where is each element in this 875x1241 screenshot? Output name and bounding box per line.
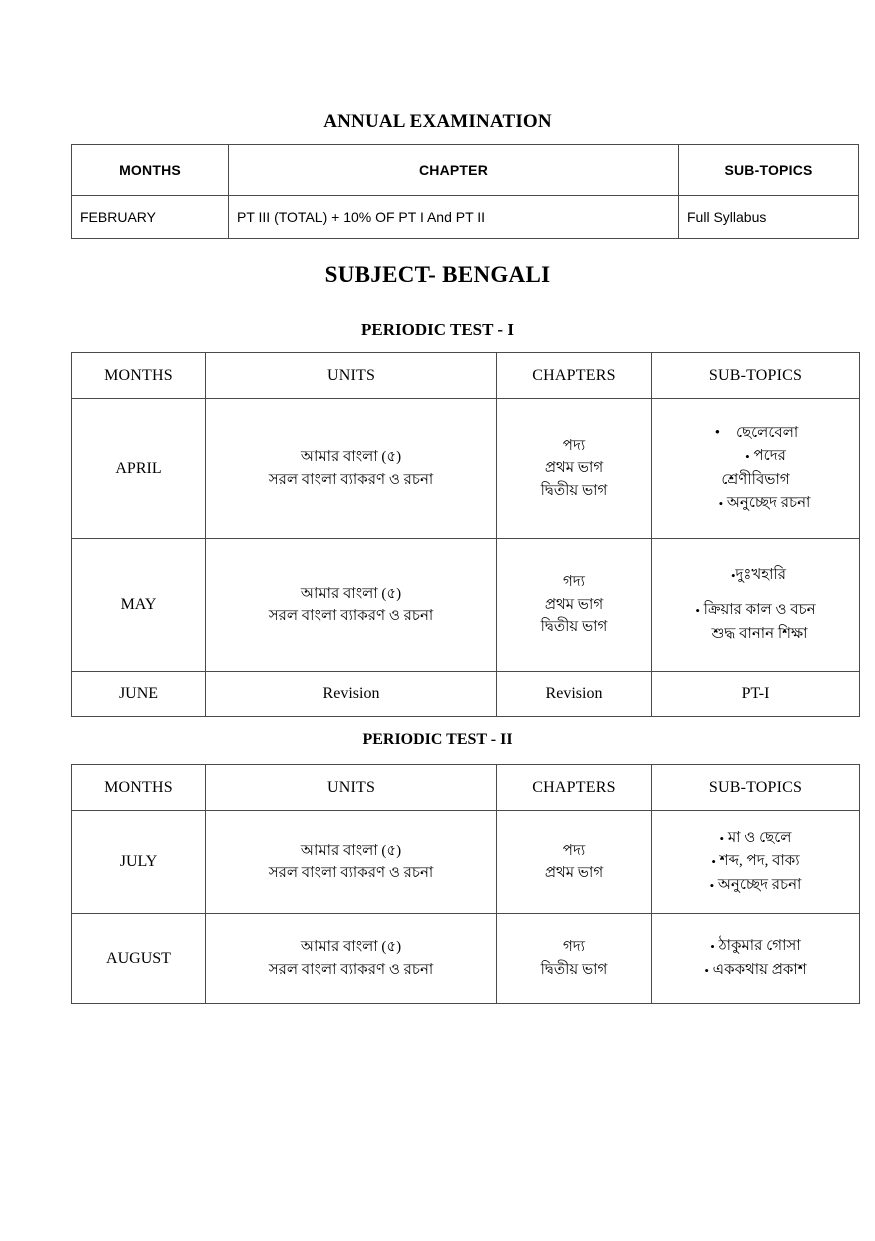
bullet-icon: • xyxy=(718,495,724,511)
sub-topic-label: ক্রিয়ার কাল ও বচন xyxy=(703,602,816,619)
cell-month: APRIL xyxy=(72,399,206,539)
sub-topic-label: এককথায় প্রকাশ xyxy=(712,961,807,978)
cell-month: MAY xyxy=(72,539,206,672)
cell-sub-topics xyxy=(652,914,860,1004)
chapter-line: পদ্য xyxy=(562,437,586,454)
annual-examination-heading: ANNUAL EXAMINATION xyxy=(323,111,552,132)
chapter-line: দ্বিতীয় ভাগ xyxy=(540,961,608,978)
list-item xyxy=(652,422,859,445)
table-row xyxy=(72,914,860,1004)
list-item xyxy=(652,599,859,622)
list-item xyxy=(652,827,859,850)
sub-topic-label: ঠাকুমার গোসা xyxy=(718,938,801,955)
unit-line: আমার বাংলা (৫) xyxy=(300,585,402,602)
column-header-units: UNITS xyxy=(206,353,497,399)
unit-line: সরল বাংলা ব্যাকরণ ও রচনা xyxy=(268,608,434,624)
cell-chapters xyxy=(497,914,652,1004)
column-header-sub-topics: SUB-TOPICS xyxy=(679,145,859,196)
sub-topic-label: ছেলেবেলা xyxy=(735,425,799,441)
table-header-row xyxy=(72,145,859,196)
chapter-line: দ্বিতীয় ভাগ xyxy=(540,482,608,499)
chapter-line: দ্বিতীয় ভাগ xyxy=(540,619,608,636)
column-header-chapters: CHAPTERS xyxy=(497,353,652,399)
chapter-line: প্রথম ভাগ xyxy=(544,865,604,881)
sub-topic-label: পদের xyxy=(753,448,786,465)
column-header-chapters: CHAPTERS xyxy=(497,765,652,811)
cell-units xyxy=(206,914,497,1004)
bullet-icon: • xyxy=(710,939,715,955)
sub-topic-label: অনুচ্ছেদ রচনা xyxy=(717,876,802,893)
sub-topic-label: অনুচ্ছেদ রচনা xyxy=(726,494,811,511)
cell-sub-topics xyxy=(652,811,860,914)
sub-topic-label: শ্রেণীবিভাগ xyxy=(721,471,790,488)
list-item xyxy=(652,850,859,873)
list-item xyxy=(652,445,859,468)
cell-chapters: Revision xyxy=(497,672,652,717)
chapter-line: প্রথম ভাগ xyxy=(544,460,604,477)
cell-sub-topics: PT-I xyxy=(652,672,860,717)
sub-topics-list xyxy=(652,564,859,646)
list-item xyxy=(652,469,859,492)
cell-sub-topics xyxy=(652,399,860,539)
cell-chapter: PT III (TOTAL) + 10% OF PT I And PT II xyxy=(229,196,679,239)
periodic-test-1-heading: PERIODIC TEST - I xyxy=(361,320,514,339)
cell-month: AUGUST xyxy=(72,914,206,1004)
chapter-line: গদ্য xyxy=(562,574,586,591)
subject-heading: SUBJECT- BENGALI xyxy=(324,262,551,287)
cell-chapters xyxy=(497,539,652,672)
cell-units xyxy=(206,399,497,539)
bullet-icon: • xyxy=(704,962,709,978)
sub-topics-list xyxy=(652,827,859,897)
cell-units xyxy=(206,811,497,914)
table-row xyxy=(72,399,860,539)
unit-line: আমার বাংলা (৫) xyxy=(300,842,402,859)
unit-line: সরল বাংলা ব্যাকরণ ও রচনা xyxy=(268,471,434,488)
unit-line: সরল বাংলা ব্যাকরণ ও রচনা xyxy=(268,961,434,978)
sub-topics-list xyxy=(652,422,859,515)
bullet-icon: • xyxy=(695,603,700,619)
bullet-icon: • xyxy=(714,425,720,442)
unit-line: আমার বাংলা (৫) xyxy=(300,449,402,465)
cell-month: JULY xyxy=(72,811,206,914)
list-item xyxy=(652,959,859,982)
cell-units xyxy=(206,539,497,672)
periodic-test-1-table xyxy=(71,352,860,717)
table-row xyxy=(72,539,860,672)
list-spacer xyxy=(652,587,859,599)
chapter-line: প্রথম ভাগ xyxy=(544,596,604,613)
table-row xyxy=(72,672,860,717)
chapter-line: পদ্য xyxy=(562,842,586,859)
bullet-icon: • xyxy=(709,877,715,893)
unit-line: সরল বাংলা ব্যাকরণ ও রচনা xyxy=(268,865,434,881)
column-header-units: UNITS xyxy=(206,765,497,811)
bullet-icon: • xyxy=(730,568,736,584)
column-header-sub-topics: SUB-TOPICS xyxy=(652,353,860,399)
unit-line: আমার বাংলা (৫) xyxy=(300,939,402,955)
chapter-line: গদ্য xyxy=(562,939,586,955)
cell-units: Revision xyxy=(206,672,497,717)
bullet-icon: • xyxy=(719,831,725,847)
list-item xyxy=(652,935,859,958)
cell-month: JUNE xyxy=(72,672,206,717)
cell-sub-topics xyxy=(652,539,860,672)
annual-examination-table xyxy=(71,144,859,239)
column-header-chapter: CHAPTER xyxy=(229,145,679,196)
sub-topics-list xyxy=(652,935,859,982)
column-header-sub-topics: SUB-TOPICS xyxy=(652,765,860,811)
periodic-test-2-heading: PERIODIC TEST - II xyxy=(362,731,513,748)
cell-month: FEBRUARY xyxy=(72,196,229,239)
table-header-row xyxy=(72,765,860,811)
table-header-row xyxy=(72,353,860,399)
cell-sub-topics: Full Syllabus xyxy=(679,196,859,239)
column-header-months: MONTHS xyxy=(72,353,206,399)
sub-topic-label: শব্দ, পদ, বাক্য xyxy=(719,853,800,870)
column-header-months: MONTHS xyxy=(72,765,206,811)
table-row xyxy=(72,196,859,239)
list-item xyxy=(652,492,859,515)
sub-topic-label: দুঃখহারি xyxy=(735,567,787,584)
cell-chapters xyxy=(497,811,652,914)
cell-chapters xyxy=(497,399,652,539)
sub-topic-label: মা ও ছেলে xyxy=(727,830,792,847)
sub-topic-label: শুদ্ধ বানান শিক্ষা xyxy=(711,625,808,642)
table-row xyxy=(72,811,860,914)
bullet-icon: • xyxy=(745,449,750,465)
periodic-test-2-table xyxy=(71,764,860,1004)
column-header-months: MONTHS xyxy=(72,145,229,196)
list-item xyxy=(652,874,859,897)
bullet-icon: • xyxy=(711,854,716,870)
list-item xyxy=(652,564,859,587)
list-item xyxy=(652,623,859,646)
